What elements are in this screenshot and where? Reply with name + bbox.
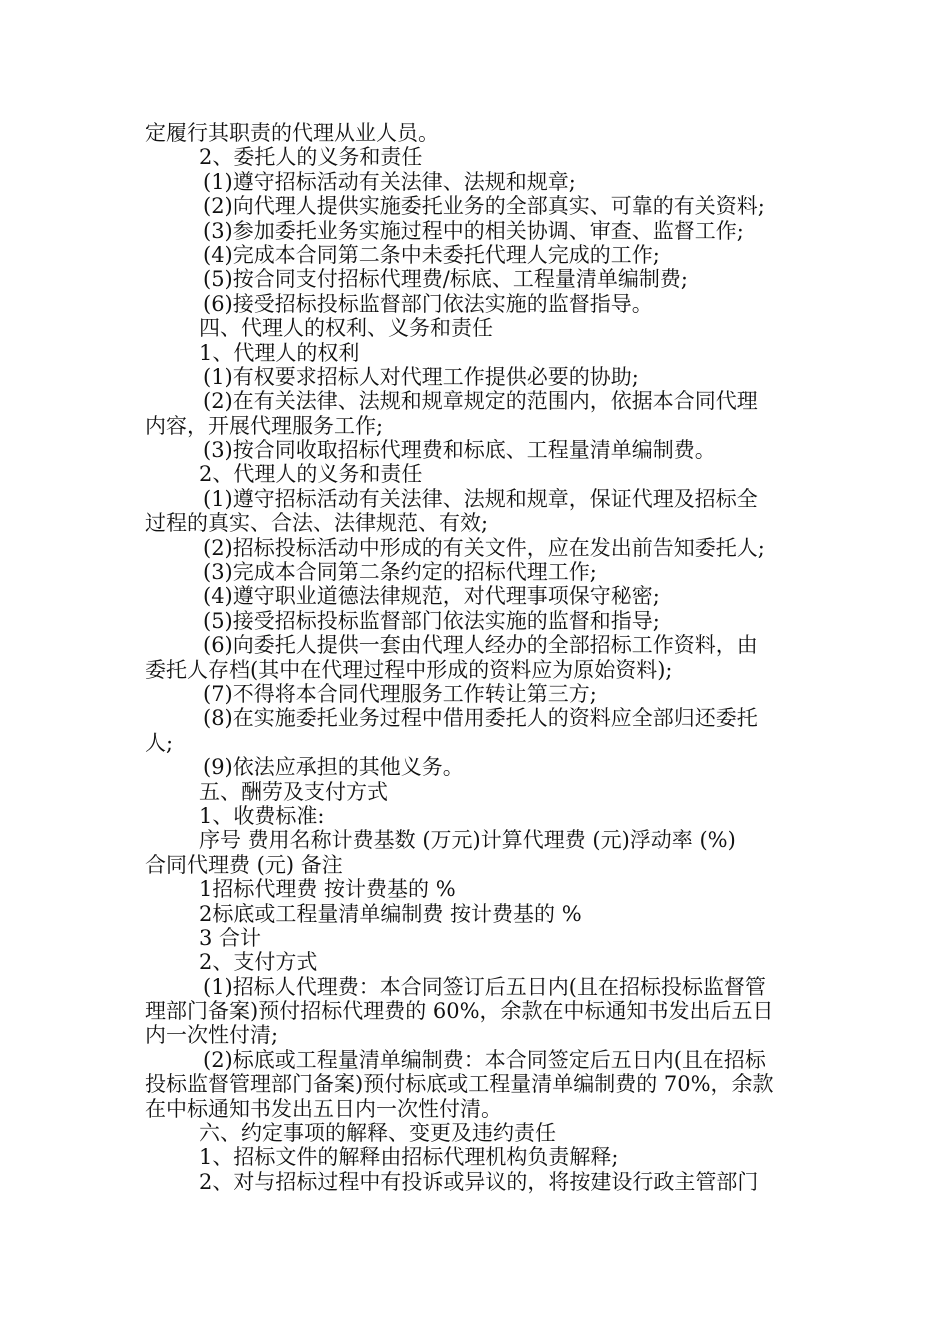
fee-table-row: 3 合计 — [199, 925, 262, 950]
fee-table-row: 1招标代理费 按计费基的 % — [199, 877, 456, 902]
text-line: (8)在实施委托业务过程中借用委托人的资料应全部归还委托 — [203, 706, 758, 731]
text-line: (4)遵守职业道德法律规范，对代理事项保守秘密; — [203, 584, 660, 609]
text-line: 在中标通知书发出五日内一次性付清。 — [145, 1096, 502, 1121]
text-line: (7)不得将本合同代理服务工作转让第三方; — [203, 681, 597, 706]
text-line: (2)向代理人提供实施委托业务的全部真实、可靠的有关资料; — [203, 194, 765, 219]
text-line: 定履行其职责的代理从业人员。 — [145, 121, 439, 145]
text-line: 内容，开展代理服务工作; — [145, 413, 384, 438]
text-line: (1)遵守招标活动有关法律、法规和规章，保证代理及招标全 — [203, 486, 758, 511]
document-body — [145, 121, 810, 1194]
text-line: (2)标底或工程量清单编制费：本合同签定后五日内(且在招标 — [203, 1047, 766, 1072]
fee-table-header: 序号 费用名称计费基数 (万元)计算代理费 (元)浮动率 (%) — [199, 828, 736, 853]
text-line: 人; — [145, 730, 174, 755]
text-line: (5)按合同支付招标代理费/标底、工程量清单编制费; — [203, 267, 688, 292]
text-line: (6)接受招标投标监督部门依法实施的监督指导。 — [203, 291, 653, 316]
text-line: 2、对与招标过程中有投诉或异议的，将按建设行政主管部门 — [199, 1169, 759, 1194]
text-line: 过程的真实、合法、法律规范、有效; — [145, 511, 489, 536]
subsection-heading: 1、代理人的权利 — [199, 340, 360, 365]
fee-table-row: 2标底或工程量清单编制费 按计费基的 % — [199, 901, 582, 926]
text-line: 委托人存档(其中在代理过程中形成的资料应为原始资料); — [145, 657, 673, 682]
text-line: 内一次性付清; — [145, 1023, 279, 1048]
section-heading: 五、酬劳及支付方式 — [199, 779, 388, 804]
text-line: (3)按合同收取招标代理费和标底、工程量清单编制费。 — [203, 438, 716, 463]
subsection-heading: 1、收费标准: — [199, 803, 325, 828]
text-line: 2、委托人的义务和责任 — [199, 145, 423, 170]
fee-table-header: 合同代理费 (元) 备注 — [145, 852, 343, 877]
text-line: (2)招标投标活动中形成的有关文件，应在发出前告知委托人; — [203, 535, 765, 560]
section-heading: 六、约定事项的解释、变更及违约责任 — [199, 1121, 556, 1146]
text-line: (2)在有关法律、法规和规章规定的范围内，依据本合同代理 — [203, 389, 758, 414]
text-line: (3)完成本合同第二条约定的招标代理工作; — [203, 560, 597, 585]
subsection-heading: 2、支付方式 — [199, 950, 318, 975]
text-line: (9)依法应承担的其他义务。 — [203, 755, 464, 780]
text-line: (1)招标人代理费：本合同签订后五日内(且在招标投标监督管 — [203, 974, 766, 999]
text-line: (1)有权要求招标人对代理工作提供必要的协助; — [203, 364, 639, 389]
text-line: 1、招标文件的解释由招标代理机构负责解释; — [199, 1145, 619, 1170]
subsection-heading: 2、代理人的义务和责任 — [199, 462, 423, 487]
section-heading: 四、代理人的权利、义务和责任 — [199, 316, 493, 341]
text-line: 理部门备案)预付招标代理费的 60%，余款在中标通知书发出后五日 — [145, 999, 774, 1024]
text-line: (5)接受招标投标监督部门依法实施的监督和指导; — [203, 608, 660, 633]
text-line: (1)遵守招标活动有关法律、法规和规章; — [203, 169, 576, 194]
text-line: (3)参加委托业务实施过程中的相关协调、审查、监督工作; — [203, 218, 744, 243]
text-line: (6)向委托人提供一套由代理人经办的全部招标工作资料，由 — [203, 633, 758, 658]
text-line: 投标监督管理部门备案)预付标底或工程量清单编制费的 70%，余款 — [145, 1072, 774, 1097]
text-line: (4)完成本合同第二条中未委托代理人完成的工作; — [203, 242, 660, 267]
